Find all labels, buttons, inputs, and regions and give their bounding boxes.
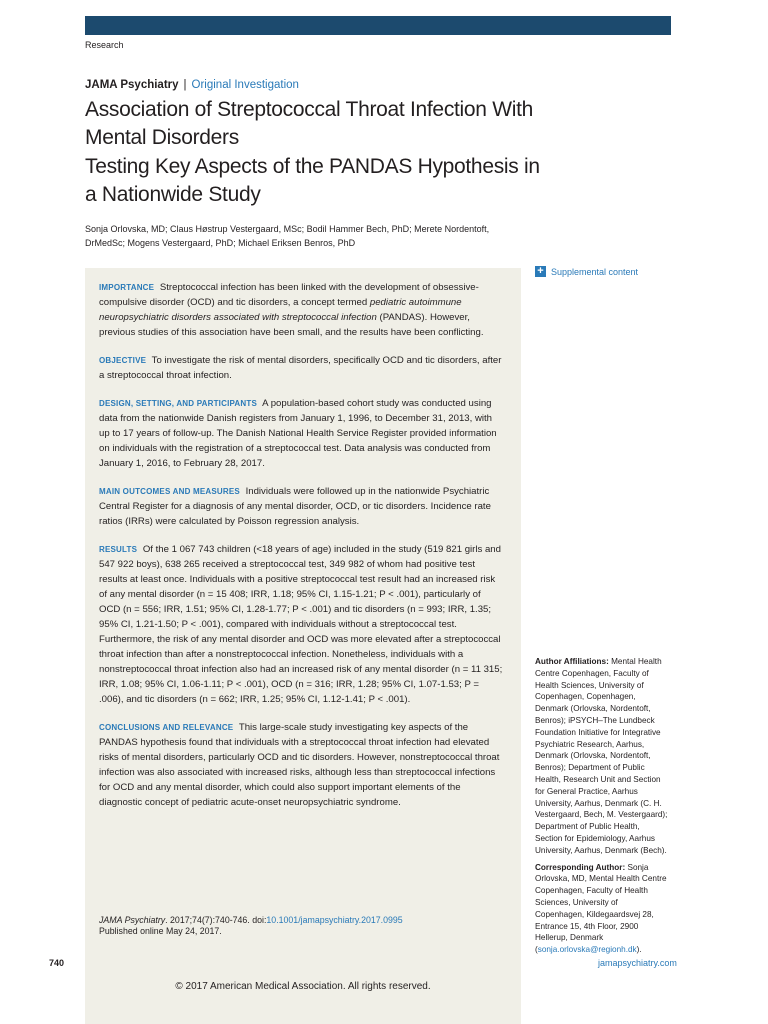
- corresponding-author: [535, 862, 669, 956]
- section-label: Research: [85, 40, 124, 50]
- abstract-content: [99, 280, 503, 823]
- corresponding-label: Corresponding Author:: [535, 862, 626, 872]
- journal-separator: |: [183, 79, 187, 91]
- copyright-notice: © 2017 American Medical Association. All rights reserved.: [175, 981, 431, 992]
- supplemental-label: Supplemental content: [551, 266, 639, 277]
- citation-line: [99, 915, 503, 926]
- outcomes-text: Individuals were followed up in the nationwide Psychiatric Central Register for a diagnosis of any mental disorder, OCD, or tic disorders. Incidence rate ratios (IRRs) were calculated by Poisson regression analysis.: [99, 486, 491, 527]
- abstract-design: [99, 396, 503, 471]
- abstract-conclusions: [99, 720, 503, 810]
- results-heading: RESULTS: [99, 545, 138, 554]
- citation-journal: JAMA Psychiatry: [99, 915, 166, 925]
- email-link[interactable]: sonja.orlovska@regionh.dk: [537, 945, 637, 955]
- author-list: Sonja Orlovska, MD; Claus Høstrup Vestergaard, MSc; Bodil Hammer Bech, PhD; Merete Nordentoft, DrMedSc; Mogens Vestergaard, PhD; Michael Eriksen Benros, PhD: [85, 224, 490, 248]
- objective-text: To investigate the risk of mental disorders, specifically OCD and tic disorders, after a streptococcal throat infection.: [99, 355, 502, 381]
- abstract-objective: [99, 353, 503, 383]
- importance-text-2: (PANDAS). However, previous studies of this association have been small, and the results have been conflicting.: [99, 312, 484, 338]
- journal-line: [85, 79, 299, 91]
- conclusions-heading: CONCLUSIONS AND RELEVANCE: [99, 723, 234, 732]
- abstract-importance: [99, 280, 503, 340]
- abstract-results: [99, 542, 503, 707]
- citation-block: [99, 915, 503, 937]
- abstract-box: [85, 268, 521, 1024]
- objective-heading: OBJECTIVE: [99, 356, 147, 365]
- outcomes-heading: MAIN OUTCOMES AND MEASURES: [99, 487, 240, 496]
- doi-link[interactable]: 10.1001/jamapsychiatry.2017.0995: [266, 915, 403, 925]
- corresponding-text: Sonja Orlovska, MD, Mental Health Centre Copenhagen, Faculty of Health Sciences, University of Copenhagen, Kildegaardsvej 28, Entrance 15, 4th Floor, 2900 Hellerup, Denmark (: [535, 862, 667, 955]
- article-type-link[interactable]: Original Investigation: [191, 79, 299, 91]
- design-text: A population-based cohort study was conducted using data from the nationwide Danish registers from January 1, 1996, to December 31, 2013, with up to 17 years of follow-up. The Danish National Health Service Register provided information on individuals with the registration of a streptococcal test. Data analysis was conducted from January 1, 2016, to February 28, 2017.: [99, 398, 497, 469]
- plus-icon: +: [535, 266, 546, 277]
- page-number: 740: [49, 958, 65, 968]
- importance-text-1: Streptococcal infection has been linked with the development of obsessive-compulsive disorder (OCD) and tic disorders, a concept termed: [99, 282, 479, 308]
- author-affiliations: [535, 656, 669, 857]
- conclusions-text: This large-scale study investigating key aspects of the PANDAS hypothesis found that individuals with a streptococcal throat infection had elevated risks of mental disorders, particularly OCD and tic disorders. However, nonstreptococcal throat infection was also associated with increased risks, although less than streptococcal infections for OCD and any mental disorder, which could also support important elements of the diagnostic concept of pediatric acute-onset neuropsychiatric syndrome.: [99, 722, 500, 808]
- design-heading: DESIGN, SETTING, AND PARTICIPANTS: [99, 399, 258, 408]
- abstract-outcomes: [99, 484, 503, 529]
- corresponding-end: ).: [636, 945, 642, 955]
- supplemental-content-link[interactable]: [535, 266, 638, 277]
- citation-details: . 2017;74(7):740-746. doi:: [165, 915, 267, 925]
- affiliations-label: Author Affiliations:: [535, 657, 609, 666]
- affiliations-text: Mental Health Centre Copenhagen, Faculty of Health Sciences, University of Copenhagen, Copenhagen, Denmark (Orlovska, Nordentoft, Benros); iPSYCH–The Lundbeck Foundation Initiative for Integrative Psychiatric Research, Aarhus, Denmark (Orlovska, Nordentoft, Benros); Department of Public Health, Research Unit and Section for General Practice, Aarhus University, Aarhus, Denmark (C. H. Vestergaard, Bech, M. Vestergaard); Department of Public Health, Section for Epidemiology, Aarhus University, Aarhus, Denmark (Bech).: [535, 657, 668, 855]
- importance-heading: IMPORTANCE: [99, 283, 155, 292]
- published-date: Published online May 24, 2017.: [99, 926, 222, 936]
- importance-text-italic: pediatric autoimmune neuropsychiatric disorders associated with streptococcal infection: [99, 297, 462, 323]
- journal-website-link[interactable]: jamapsychiatry.com: [598, 958, 677, 968]
- results-text: Of the 1 067 743 children (<18 years of age) included in the study (519 821 girls and 547 922 boys), 638 265 received a streptococcal test, 349 982 of whom had positive test results at least once. Individuals with a positive streptococcal test result had an increased risk of any mental disorder (n = 15 408; IRR, 1.18; 95% CI, 1.15-1.21; P < .001), particularly of OCD (n = 556; IRR, 1.51; 95% CI, 1.28-1.77; P < .001) and tic disorders (n = 993; IRR, 1.35; 95% CI, 1.21-1.50; P < .001), compared with individuals without a streptococcal test. Furthermore, the risk of any mental disorder and OCD was more elevated after a streptococcal throat infection than after a nonstreptococcal infection. Nonetheless, individuals with a nonstreptococcal throat infection also had an increased risk of any mental disorder (n = 11 315; IRR, 1.08; 95% CI, 1.06-1.11; P < .001), OCD (n = 316; IRR, 1.28; 95% CI, 1.07-1.53; P = .006), and tic disorders (n = 662; IRR, 1.25; 95% CI, 1.12-1.41; P < .001).: [99, 544, 503, 705]
- author-info-sidebar: [535, 656, 669, 961]
- article-subtitle: Testing Key Aspects of the PANDAS Hypothesis in a Nationwide Study: [85, 155, 540, 206]
- top-banner-bar: [85, 16, 671, 35]
- journal-name: JAMA Psychiatry: [85, 79, 179, 91]
- article-title: Association of Streptococcal Throat Infection With Mental Disorders: [85, 98, 534, 149]
